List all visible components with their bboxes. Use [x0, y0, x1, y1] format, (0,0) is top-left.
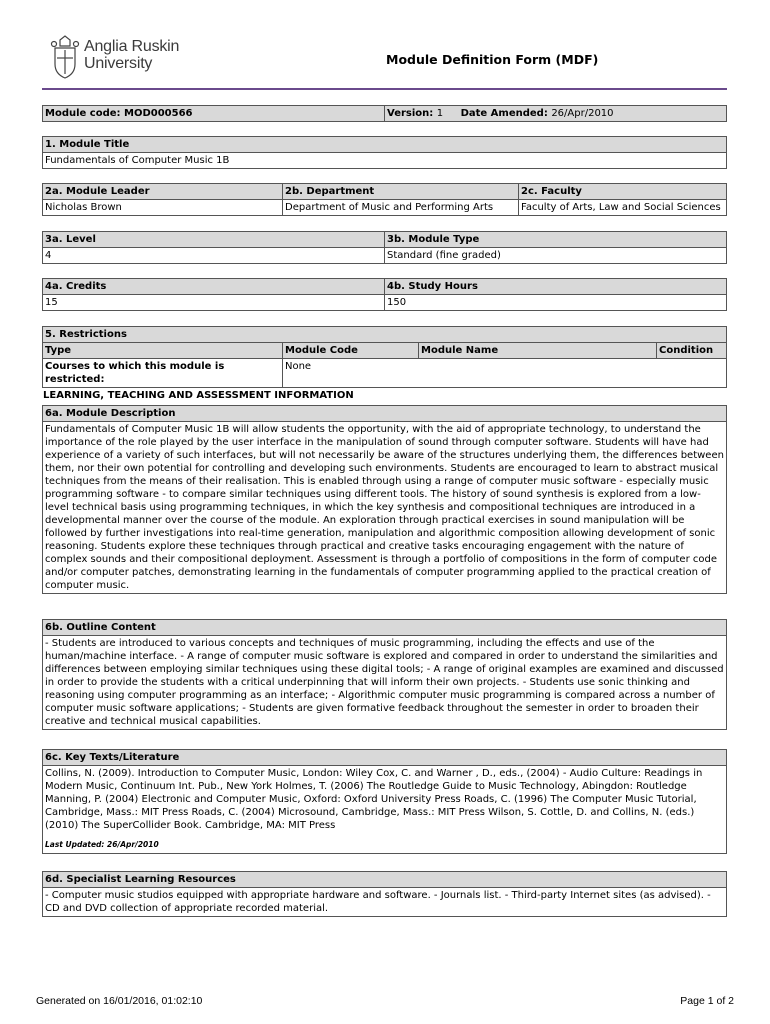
logo-line-2: University	[84, 55, 153, 72]
lta-heading: LEARNING, TEACHING AND ASSESSMENT INFORMATION	[43, 390, 354, 401]
key-texts-cell	[43, 766, 727, 854]
module-title-heading: 1. Module Title	[43, 137, 727, 153]
crest-icon	[50, 34, 80, 80]
key-texts-text: Collins, N. (2009). Introduction to Computer Music, London: Wiley Cox, C. and Warner , D., eds., (2004) - Audio Culture: Readings in Modern Music, Continuum Int. Pub., New York Holmes, T. (2006) The Routledge Guide to Music Technology, Abingdon: Routledge Manning, P. (2004) Electronic and Computer Music, Oxford: Oxford University Press Roads, C. (1996) The Computer Music Tutorial, Cambridge, Mass.: MIT Press Roads, C. (2004) Microsound, Cambridge, Mass.: MIT Press Wilson, S. Cottle, D. and Collins, N. (eds.) (2010) The SuperCollider Book. Cambridge, MA: MIT Press	[45, 768, 703, 831]
learning-resources-text: - Computer music studios equipped with appropriate hardware and software. - Journals list. - Third-party Internet sites (as advised). - CD and DVD collection of appropriate recorded material.	[43, 888, 727, 917]
restrictions-heading: 5. Restrictions	[43, 327, 727, 343]
page-number: Page 1 of 2	[680, 995, 734, 1007]
restrictions-row-code: None	[283, 359, 727, 388]
restrictions-col-code: Module Code	[283, 343, 419, 359]
module-type-value: Standard (fine graded)	[385, 248, 727, 264]
restrictions-table	[42, 326, 727, 388]
version-label: Version:	[387, 108, 434, 119]
outline-content-text: - Students are introduced to various concepts and techniques of music programming, including the effects and use of the human/machine interface. - A range of computer music software is explored and compared in order to understand the similarities and differences between employing similar techniques using these digital tools; - A range of original examples are examined and discussed in order to provide the students with a critical underpinning that will inform their own projects. - Students use sonic thinking and reasoning using computer programming as an interface; - Algorithmic computer music programming is compared across a number of computer music software applications; - Students are given formative feedback throughout the semester in order to broaden their creative and technical musical capabilities.	[43, 636, 727, 730]
logo-wordmark	[84, 38, 179, 72]
module-leader-heading: 2a. Module Leader	[43, 184, 283, 200]
restrictions-col-type: Type	[43, 343, 283, 359]
key-texts-heading: 6c. Key Texts/Literature	[43, 750, 727, 766]
restrictions-row-label: Courses to which this module is restricted:	[43, 359, 283, 388]
department-heading: 2b. Department	[283, 184, 519, 200]
faculty-value: Faculty of Arts, Law and Social Sciences	[519, 200, 727, 216]
last-updated: Last Updated: 26/Apr/2010	[45, 840, 159, 849]
module-title-value: Fundamentals of Computer Music 1B	[43, 153, 727, 169]
date-amended-label: Date Amended:	[460, 108, 548, 119]
study-hours-value: 150	[385, 295, 727, 311]
department-value: Department of Music and Performing Arts	[283, 200, 519, 216]
module-description-text: Fundamentals of Computer Music 1B will allow students the opportunity, with the aid of appropriate technology, to understand the importance of the role played by the user interface in the manipulation of sound through computer software. Students will have had experience of a variety of such interfaces, but will not necessarily be aware of the structures underlying them, the differences between them, nor their own potential for controlling and developing such environments. Students are encouraged to learn to abstract musical techniques from the means of their realisation. This is enabled through using a range of computer music software - especially music programming software - to compare similar techniques using different tools. The history of sound synthesis is explored from a low-level technical basis using programming techniques, in which the key synthesis and compositional techniques are introduced in a developmental manner over the course of the module. An exploration through practical exercises in sound manipulation will be followed by further investigations into real-time generation, manipulation and algorithmic composition allowing development of sonic reasoning. Students explore these techniques through practical and creative tasks encouraging engagement with the nature of complex sounds and their compositional deployment. Assessment is through a portfolio of compositions in the form of computer code and/or computer patches, demonstrating learning in the fundamentals of computer programming applied to the practical creation of computer music.	[43, 422, 727, 594]
learning-resources-table	[42, 871, 727, 917]
module-description-table	[42, 405, 727, 594]
module-code: Module code: MOD000566	[43, 106, 385, 122]
module-type-heading: 3b. Module Type	[385, 232, 727, 248]
learning-resources-heading: 6d. Specialist Learning Resources	[43, 872, 727, 888]
header-rule	[42, 88, 727, 90]
module-code-table	[42, 105, 727, 122]
logo-line-1: Anglia Ruskin	[84, 38, 180, 55]
restrictions-col-name: Module Name	[419, 343, 657, 359]
version-cell	[385, 106, 727, 122]
level-value: 4	[43, 248, 385, 264]
module-leader-value: Nicholas Brown	[43, 200, 283, 216]
credits-value: 15	[43, 295, 385, 311]
level-heading: 3a. Level	[43, 232, 385, 248]
university-logo	[50, 34, 210, 84]
restrictions-col-condition: Condition	[657, 343, 727, 359]
credits-heading: 4a. Credits	[43, 279, 385, 295]
key-texts-table	[42, 749, 727, 854]
faculty-heading: 2c. Faculty	[519, 184, 727, 200]
date-amended-value: 26/Apr/2010	[551, 108, 614, 119]
version-value: 1	[436, 108, 444, 119]
module-title-table	[42, 136, 727, 169]
study-hours-heading: 4b. Study Hours	[385, 279, 727, 295]
level-table	[42, 231, 727, 264]
outline-content-heading: 6b. Outline Content	[43, 620, 727, 636]
outline-content-table	[42, 619, 727, 730]
credits-table	[42, 278, 727, 311]
module-description-heading: 6a. Module Description	[43, 406, 727, 422]
generated-timestamp: Generated on 16/01/2016, 01:02:10	[36, 995, 203, 1007]
module-leader-table	[42, 183, 727, 216]
form-title: Module Definition Form (MDF)	[386, 52, 599, 67]
